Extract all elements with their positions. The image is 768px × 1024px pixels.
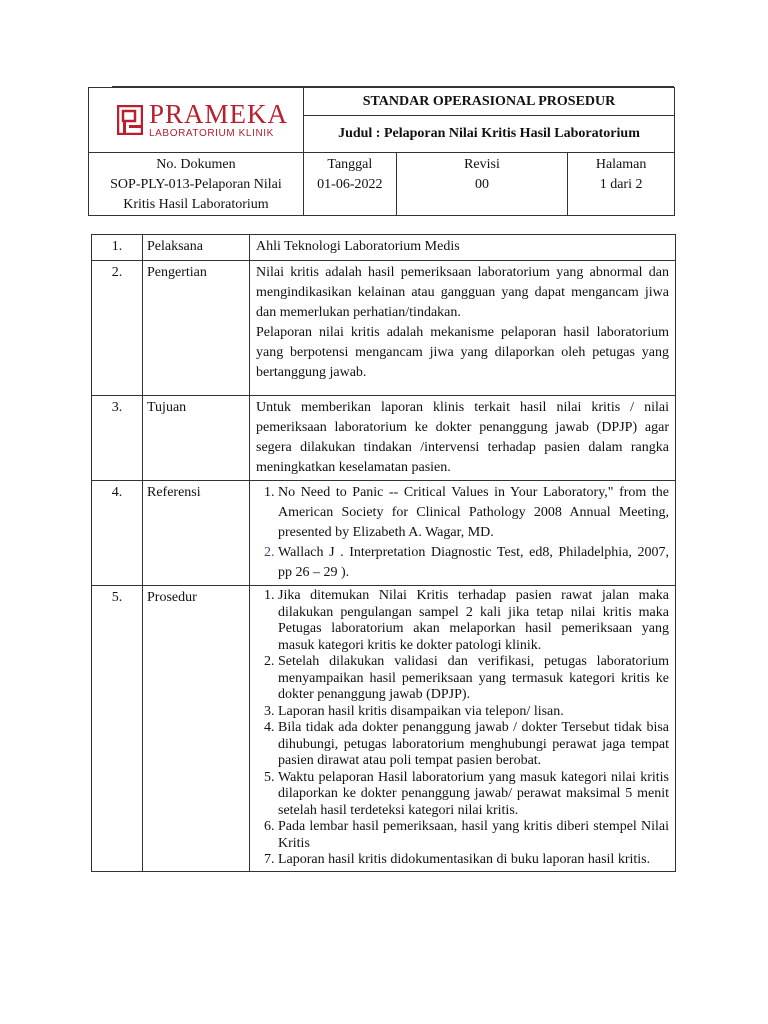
tanggal-value: 01-06-2022 bbox=[317, 177, 383, 192]
revisi-value: 00 bbox=[474, 177, 489, 192]
prosedur-step: 2. Setelah dilakukan validasi dan verifikasi, petugas laboratorium menyampaikan hasil pemeriksaan yang termasuk kategori kritis ke dokter penanggung jawab (DPJP). bbox=[278, 654, 669, 704]
prosedur-step: 4. Bila tidak ada dokter penanggung jawab / dokter Tersebut tidak bisa dihubungi, petugas laboratorium menghubungi perawat jaga tempat pasien dirawat atau poli tempat pasien berobat. bbox=[278, 720, 669, 770]
row-referensi bbox=[92, 481, 676, 586]
row-number: 4. bbox=[92, 481, 143, 586]
tanggal-cell bbox=[303, 153, 396, 216]
sop-content-table bbox=[91, 234, 676, 872]
referensi-body bbox=[250, 481, 676, 586]
row-number: 5. bbox=[92, 586, 143, 872]
prosedur-step: 5. Waktu pelaporan Hasil laboratorium yang masuk kategori nilai kritis dilaporkan ke dokter penanggung jawab/ perawat maksimal 5 menit setelah hasil terdeteksi kategori nilai kritis. bbox=[278, 770, 669, 820]
halaman-value: 1 dari 2 bbox=[599, 177, 643, 192]
pengertian-paragraph-2: Pelaporan nilai kritis adalah mekanisme pelaporan hasil laboratorium yang berpotensi mengancam jiwa yang dilaporkan oleh petugas yang bertanggung jawab. bbox=[256, 325, 669, 380]
row-number: 2. bbox=[92, 261, 143, 396]
row-number: 1. bbox=[92, 235, 143, 261]
tujuan-text: Untuk memberikan laporan klinis terkait hasil nilai kritis / nilai pemeriksaan laboratorium ke dokter penanggung jawab (DPJP) agar segera dilakukan tindakan /intervensi terhadap pasien dalam rangka meningkatkan keselamatan pasien. bbox=[250, 396, 676, 481]
doc-title: Judul : Pelaporan Nilai Kritis Hasil Laboratorium bbox=[303, 116, 674, 153]
referensi-item: 2. Wallach J . Interpretation Diagnostic Test, ed8, Philadelphia, 2007, pp 26 – 29 ). bbox=[278, 543, 669, 583]
prosedur-step: 1. Jika ditemukan Nilai Kritis terhadap pasien rawat jalan maka dilakukan pengulangan sampel 2 kali jika tetap nilai kritis maka Petugas laboratorium akan melaporkan hasil pemeriksaan yang masuk kategori kritis ke dokter patologi klinik. bbox=[278, 588, 669, 654]
revisi-cell bbox=[396, 153, 567, 216]
prosedur-body bbox=[250, 586, 676, 872]
halaman-cell bbox=[568, 153, 675, 216]
prosedur-step: 6. Pada lembar hasil pemeriksaan, hasil yang kritis diberi stempel Nilai Kritis bbox=[278, 819, 669, 852]
no-dokumen-cell bbox=[89, 153, 304, 216]
pengertian-paragraph-1: Nilai kritis adalah hasil pemeriksaan laboratorium yang abnormal dan mengindikasikan kelainan atau gangguan yang dapat mengancam jiwa dan memerlukan perhatian/tindakan. bbox=[256, 265, 669, 320]
row-label: Pengertian bbox=[143, 261, 250, 396]
row-pelaksana bbox=[92, 235, 676, 261]
row-label: Referensi bbox=[143, 481, 250, 586]
tanggal-label: Tanggal bbox=[327, 157, 373, 172]
no-dokumen-value: SOP-PLY-013-Pelaporan Nilai Kritis Hasil Laboratorium bbox=[110, 177, 282, 212]
logo-brand: PRAMEKA bbox=[149, 99, 289, 129]
doc-type: STANDAR OPERASIONAL PROSEDUR bbox=[303, 88, 674, 116]
row-pengertian bbox=[92, 261, 676, 396]
logo-cell bbox=[89, 88, 304, 153]
document-header bbox=[88, 87, 675, 216]
pengertian-body bbox=[250, 261, 676, 396]
row-prosedur bbox=[92, 586, 676, 872]
row-tujuan bbox=[92, 396, 676, 481]
prameka-logo-icon bbox=[117, 105, 143, 135]
row-label: Tujuan bbox=[143, 396, 250, 481]
prosedur-step: 7. Laporan hasil kritis didokumentasikan di buku laporan hasil kritis. bbox=[278, 852, 669, 869]
no-dokumen-label: No. Dokumen bbox=[156, 157, 236, 172]
pelaksana-text: Ahli Teknologi Laboratorium Medis bbox=[250, 235, 676, 261]
row-number: 3. bbox=[92, 396, 143, 481]
halaman-label: Halaman bbox=[595, 157, 647, 172]
row-label: Pelaksana bbox=[143, 235, 250, 261]
referensi-item: 1. No Need to Panic -- Critical Values in Your Laboratory," from the American Society for Clinical Pathology 2008 Annual Meeting, presented by Elizabeth A. Wagar, MD. bbox=[278, 483, 669, 543]
clinic-logo bbox=[89, 101, 303, 139]
row-label: Prosedur bbox=[143, 586, 250, 872]
prosedur-step: 3. Laporan hasil kritis disampaikan via telepon/ lisan. bbox=[278, 704, 669, 721]
logo-subtitle: LABORATORIUM KLINIK bbox=[149, 128, 274, 139]
revisi-label: Revisi bbox=[464, 157, 500, 172]
